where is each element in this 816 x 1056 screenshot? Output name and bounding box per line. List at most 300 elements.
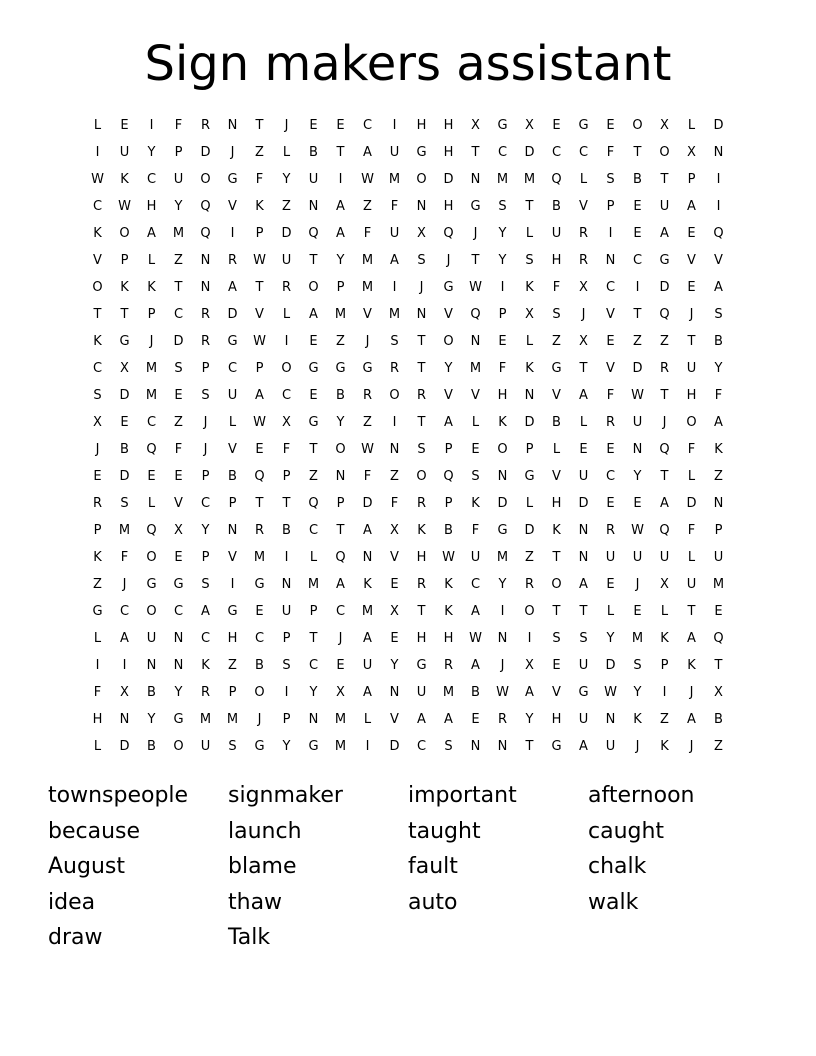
grid-letter: P	[120, 253, 129, 268]
grid-letter: G	[308, 739, 319, 754]
grid-letter: V	[228, 550, 237, 565]
grid-letter: K	[498, 415, 507, 430]
grid-letter: J	[446, 253, 451, 268]
grid-letter: J	[689, 685, 694, 700]
word-list-item: walk	[588, 889, 639, 915]
grid-letter: O	[659, 145, 670, 160]
grid-letter: H	[443, 199, 454, 214]
grid-letter: C	[551, 145, 562, 160]
grid-letter: Y	[201, 523, 210, 538]
grid-letter: A	[120, 631, 129, 646]
word-list-item: townspeople	[48, 783, 189, 808]
grid-letter: M	[388, 172, 401, 187]
grid-letter: L	[687, 118, 696, 133]
grid-letter: I	[662, 685, 667, 700]
grid-letter: F	[282, 442, 291, 457]
grid-letter: O	[497, 442, 508, 457]
grid-letter: M	[523, 172, 536, 187]
grid-letter: F	[363, 469, 372, 484]
grid-letter: E	[606, 442, 615, 457]
grid-letter: U	[389, 145, 400, 160]
grid-row	[84, 382, 732, 409]
grid-letter: C	[146, 172, 157, 187]
grid-letter: G	[92, 604, 103, 619]
grid-letter: J	[689, 739, 694, 754]
grid-letter: F	[363, 226, 372, 241]
grid-letter: V	[444, 307, 453, 322]
grid-letter: Y	[444, 361, 453, 376]
grid-letter: Q	[146, 523, 157, 538]
grid-letter: K	[120, 172, 129, 187]
grid-letter: Q	[308, 496, 319, 511]
grid-letter: A	[147, 226, 156, 241]
grid-letter: G	[227, 604, 238, 619]
grid-letter: Y	[498, 226, 507, 241]
grid-letter: Y	[633, 685, 642, 700]
grid-letter: K	[201, 658, 210, 673]
grid-letter: R	[605, 523, 616, 538]
grid-letter: O	[281, 361, 292, 376]
grid-letter: Z	[174, 415, 183, 430]
grid-letter: V	[714, 253, 723, 268]
grid-letter: K	[120, 280, 129, 295]
grid-letter: H	[497, 388, 508, 403]
grid-letter: F	[714, 388, 723, 403]
grid-letter: F	[606, 388, 615, 403]
grid-letter: C	[92, 361, 103, 376]
grid-letter: V	[390, 550, 399, 565]
grid-row	[84, 463, 732, 490]
grid-letter: R	[389, 361, 400, 376]
grid-letter: B	[147, 685, 156, 700]
grid-letter: Y	[336, 253, 345, 268]
grid-letter: X	[93, 415, 102, 430]
grid-letter: I	[716, 172, 721, 187]
grid-letter: G	[497, 118, 508, 133]
grid-letter: G	[416, 658, 427, 673]
grid-letter: D	[119, 388, 130, 403]
grid-letter: G	[119, 334, 130, 349]
grid-letter: N	[335, 469, 346, 484]
grid-letter: I	[500, 280, 505, 295]
grid-letter: E	[174, 550, 183, 565]
grid-letter: Z	[552, 334, 561, 349]
grid-row	[84, 139, 732, 166]
word-list-item: blame	[228, 854, 297, 879]
grid-letter: M	[469, 361, 482, 376]
grid-letter: O	[551, 577, 562, 592]
grid-letter: K	[93, 226, 102, 241]
grid-letter: N	[227, 523, 238, 538]
grid-letter: D	[119, 469, 130, 484]
grid-letter: P	[282, 469, 291, 484]
grid-letter: B	[444, 523, 453, 538]
grid-letter: P	[498, 307, 507, 322]
grid-letter: X	[687, 145, 696, 160]
grid-letter: Z	[390, 469, 399, 484]
grid-letter: V	[606, 361, 615, 376]
grid-letter: I	[392, 415, 397, 430]
grid-letter: N	[470, 172, 481, 187]
grid-letter: O	[686, 415, 697, 430]
grid-row	[84, 436, 732, 463]
grid-letter: M	[145, 388, 158, 403]
grid-letter: O	[200, 172, 211, 187]
grid-letter: N	[497, 469, 508, 484]
grid-letter: H	[443, 118, 454, 133]
grid-letter: G	[308, 415, 319, 430]
grid-row	[84, 733, 732, 760]
grid-letter: V	[93, 253, 102, 268]
grid-letter: D	[578, 496, 589, 511]
grid-letter: T	[255, 280, 264, 295]
grid-letter: F	[390, 496, 399, 511]
grid-letter: T	[174, 280, 183, 295]
grid-letter: N	[497, 739, 508, 754]
grid-letter: D	[686, 496, 697, 511]
grid-letter: E	[390, 577, 399, 592]
grid-letter: E	[552, 118, 561, 133]
grid-letter: E	[579, 442, 588, 457]
grid-letter: A	[390, 253, 399, 268]
grid-letter: T	[255, 118, 264, 133]
grid-letter: L	[471, 415, 480, 430]
grid-row	[84, 409, 732, 436]
grid-letter: S	[174, 361, 183, 376]
grid-letter: M	[334, 712, 347, 727]
grid-letter: H	[551, 253, 562, 268]
grid-letter: C	[146, 415, 157, 430]
grid-letter: Z	[633, 334, 642, 349]
word-list-item: fault	[408, 854, 458, 879]
grid-letter: U	[389, 226, 400, 241]
grid-letter: K	[255, 199, 264, 214]
grid-letter: Q	[713, 631, 724, 646]
grid-letter: S	[282, 658, 291, 673]
grid-letter: P	[201, 550, 210, 565]
grid-letter: W	[631, 523, 644, 538]
grid-letter: N	[497, 631, 508, 646]
grid-letter: H	[227, 631, 238, 646]
grid-letter: I	[95, 658, 100, 673]
grid-letter: D	[524, 145, 535, 160]
grid-letter: D	[200, 145, 211, 160]
grid-letter: N	[578, 550, 589, 565]
grid-letter: Q	[551, 172, 562, 187]
grid-letter: K	[93, 334, 102, 349]
grid-letter: T	[417, 361, 426, 376]
grid-letter: Y	[147, 712, 156, 727]
word-list	[48, 778, 768, 956]
grid-letter: Z	[714, 469, 723, 484]
grid-letter: T	[336, 145, 345, 160]
grid-letter: M	[334, 739, 347, 754]
grid-letter: Z	[525, 550, 534, 565]
grid-letter: Y	[633, 469, 642, 484]
grid-letter: H	[443, 145, 454, 160]
grid-letter: H	[416, 550, 427, 565]
grid-letter: L	[93, 739, 102, 754]
grid-letter: J	[122, 577, 127, 592]
grid-letter: C	[605, 469, 616, 484]
grid-letter: T	[660, 172, 669, 187]
grid-letter: T	[552, 604, 561, 619]
grid-letter: N	[416, 199, 427, 214]
grid-letter: C	[632, 253, 643, 268]
grid-letter: P	[444, 442, 453, 457]
grid-letter: N	[362, 550, 373, 565]
grid-letter: F	[498, 361, 507, 376]
grid-letter: U	[416, 685, 427, 700]
grid-letter: L	[525, 334, 534, 349]
grid-letter: Q	[200, 199, 211, 214]
grid-letter: T	[417, 415, 426, 430]
grid-letter: Z	[660, 334, 669, 349]
grid-letter: A	[336, 199, 345, 214]
grid-letter: U	[605, 550, 616, 565]
grid-letter: U	[227, 388, 238, 403]
grid-letter: E	[606, 334, 615, 349]
grid-letter: W	[91, 172, 104, 187]
grid-letter: E	[471, 442, 480, 457]
grid-row	[84, 193, 732, 220]
grid-letter: J	[149, 334, 154, 349]
grid-letter: U	[308, 172, 319, 187]
grid-letter: K	[525, 361, 534, 376]
grid-letter: A	[579, 577, 588, 592]
grid-letter: S	[552, 631, 561, 646]
grid-letter: Z	[282, 199, 291, 214]
grid-letter: J	[338, 631, 343, 646]
grid-letter: X	[525, 658, 534, 673]
grid-letter: O	[254, 685, 265, 700]
grid-letter: Z	[255, 145, 264, 160]
grid-letter: M	[496, 550, 509, 565]
grid-letter: Z	[174, 253, 183, 268]
grid-letter: C	[92, 199, 103, 214]
grid-letter: W	[361, 172, 374, 187]
grid-letter: Y	[309, 685, 318, 700]
grid-letter: E	[309, 388, 318, 403]
grid-letter: C	[281, 388, 292, 403]
grid-letter: I	[122, 658, 127, 673]
grid-letter: Y	[498, 577, 507, 592]
grid-letter: T	[309, 631, 318, 646]
grid-letter: N	[146, 658, 157, 673]
grid-letter: A	[255, 388, 264, 403]
grid-letter: W	[604, 685, 617, 700]
grid-letter: T	[660, 388, 669, 403]
grid-letter: M	[361, 280, 374, 295]
grid-letter: I	[95, 145, 100, 160]
grid-letter: F	[93, 685, 102, 700]
grid-letter: R	[659, 361, 670, 376]
grid-letter: A	[660, 496, 669, 511]
grid-letter: E	[687, 280, 696, 295]
grid-letter: U	[281, 253, 292, 268]
word-list-item: chalk	[588, 854, 647, 879]
grid-letter: M	[361, 253, 374, 268]
grid-letter: F	[687, 442, 696, 457]
grid-letter: P	[606, 199, 615, 214]
grid-letter: I	[230, 577, 235, 592]
grid-letter: P	[93, 523, 102, 538]
grid-row	[84, 598, 732, 625]
grid-letter: Y	[174, 685, 183, 700]
grid-letter: D	[524, 523, 535, 538]
grid-letter: G	[497, 523, 508, 538]
grid-letter: A	[201, 604, 210, 619]
grid-letter: N	[281, 577, 292, 592]
grid-letter: A	[579, 739, 588, 754]
grid-letter: P	[525, 442, 534, 457]
grid-letter: J	[284, 118, 289, 133]
grid-letter: E	[552, 658, 561, 673]
grid-letter: L	[687, 550, 696, 565]
grid-letter: E	[471, 712, 480, 727]
grid-letter: A	[687, 712, 696, 727]
grid-letter: W	[469, 280, 482, 295]
grid-letter: V	[228, 199, 237, 214]
grid-letter: Y	[174, 199, 183, 214]
grid-letter: P	[255, 226, 264, 241]
grid-letter: E	[255, 442, 264, 457]
grid-letter: O	[389, 388, 400, 403]
grid-letter: V	[390, 712, 399, 727]
grid-letter: V	[579, 199, 588, 214]
grid-letter: C	[173, 307, 184, 322]
grid-letter: U	[578, 469, 589, 484]
grid-letter: N	[200, 253, 211, 268]
word-list-item: launch	[228, 818, 302, 844]
grid-letter: S	[201, 577, 210, 592]
grid-letter: K	[633, 712, 642, 727]
grid-letter: Q	[659, 307, 670, 322]
grid-letter: L	[93, 631, 102, 646]
grid-letter: T	[687, 334, 696, 349]
grid-letter: F	[174, 442, 183, 457]
grid-letter: J	[203, 415, 208, 430]
grid-letter: D	[524, 415, 535, 430]
grid-letter: H	[146, 199, 157, 214]
grid-letter: Y	[606, 631, 615, 646]
grid-letter: S	[471, 469, 480, 484]
grid-letter: K	[660, 739, 669, 754]
grid-letter: X	[579, 280, 588, 295]
grid-letter: P	[309, 604, 318, 619]
grid-letter: A	[309, 307, 318, 322]
grid-letter: O	[524, 604, 535, 619]
grid-letter: B	[336, 388, 345, 403]
grid-letter: M	[442, 685, 455, 700]
grid-letter: S	[201, 388, 210, 403]
grid-letter: N	[605, 712, 616, 727]
grid-letter: F	[390, 199, 399, 214]
grid-letter: I	[392, 118, 397, 133]
grid-letter: K	[525, 280, 534, 295]
grid-letter: R	[578, 253, 589, 268]
grid-letter: U	[119, 145, 130, 160]
grid-letter: I	[500, 604, 505, 619]
grid-letter: U	[578, 658, 589, 673]
grid-letter: Q	[335, 550, 346, 565]
grid-letter: B	[471, 685, 480, 700]
grid-letter: L	[93, 118, 102, 133]
grid-letter: B	[714, 712, 723, 727]
grid-letter: R	[200, 118, 211, 133]
grid-letter: I	[284, 550, 289, 565]
grid-letter: A	[228, 280, 237, 295]
grid-letter: Q	[443, 469, 454, 484]
grid-letter: P	[336, 496, 345, 511]
grid-letter: T	[579, 604, 588, 619]
grid-letter: H	[416, 118, 427, 133]
grid-letter: I	[716, 199, 721, 214]
grid-letter: S	[714, 307, 723, 322]
grid-letter: Y	[498, 253, 507, 268]
grid-letter: W	[118, 199, 131, 214]
grid-letter: W	[442, 550, 455, 565]
grid-letter: Q	[308, 226, 319, 241]
grid-letter: E	[687, 226, 696, 241]
grid-letter: H	[416, 631, 427, 646]
grid-letter: Y	[282, 739, 291, 754]
grid-letter: A	[579, 388, 588, 403]
grid-letter: T	[687, 604, 696, 619]
grid-letter: U	[362, 658, 373, 673]
grid-letter: E	[309, 334, 318, 349]
grid-letter: W	[253, 415, 266, 430]
grid-letter: E	[633, 496, 642, 511]
grid-letter: J	[230, 145, 235, 160]
grid-letter: T	[471, 145, 480, 160]
word-list-item: idea	[48, 889, 96, 915]
grid-letter: G	[227, 334, 238, 349]
grid-letter: M	[199, 712, 212, 727]
grid-letter: J	[662, 415, 667, 430]
grid-letter: X	[174, 523, 183, 538]
grid-letter: J	[419, 280, 424, 295]
grid-letter: E	[336, 658, 345, 673]
grid-letter: N	[173, 658, 184, 673]
grid-letter: J	[257, 712, 262, 727]
grid-letter: I	[635, 280, 640, 295]
grid-letter: L	[579, 415, 588, 430]
grid-letter: J	[635, 577, 640, 592]
grid-letter: R	[92, 496, 103, 511]
grid-letter: N	[200, 280, 211, 295]
grid-letter: N	[578, 523, 589, 538]
grid-row	[84, 166, 732, 193]
grid-letter: S	[390, 334, 399, 349]
grid-letter: P	[228, 496, 237, 511]
word-list-item: afternoon	[588, 783, 695, 808]
grid-letter: X	[336, 685, 345, 700]
grid-letter: G	[524, 469, 535, 484]
grid-letter: G	[227, 172, 238, 187]
grid-letter: S	[525, 253, 534, 268]
grid-letter: E	[606, 118, 615, 133]
grid-row	[84, 355, 732, 382]
grid-letter: C	[470, 577, 481, 592]
grid-letter: U	[470, 550, 481, 565]
grid-row	[84, 652, 732, 679]
grid-letter: V	[228, 442, 237, 457]
grid-letter: L	[687, 469, 696, 484]
grid-letter: R	[254, 523, 265, 538]
grid-letter: T	[633, 145, 642, 160]
grid-letter: C	[173, 604, 184, 619]
